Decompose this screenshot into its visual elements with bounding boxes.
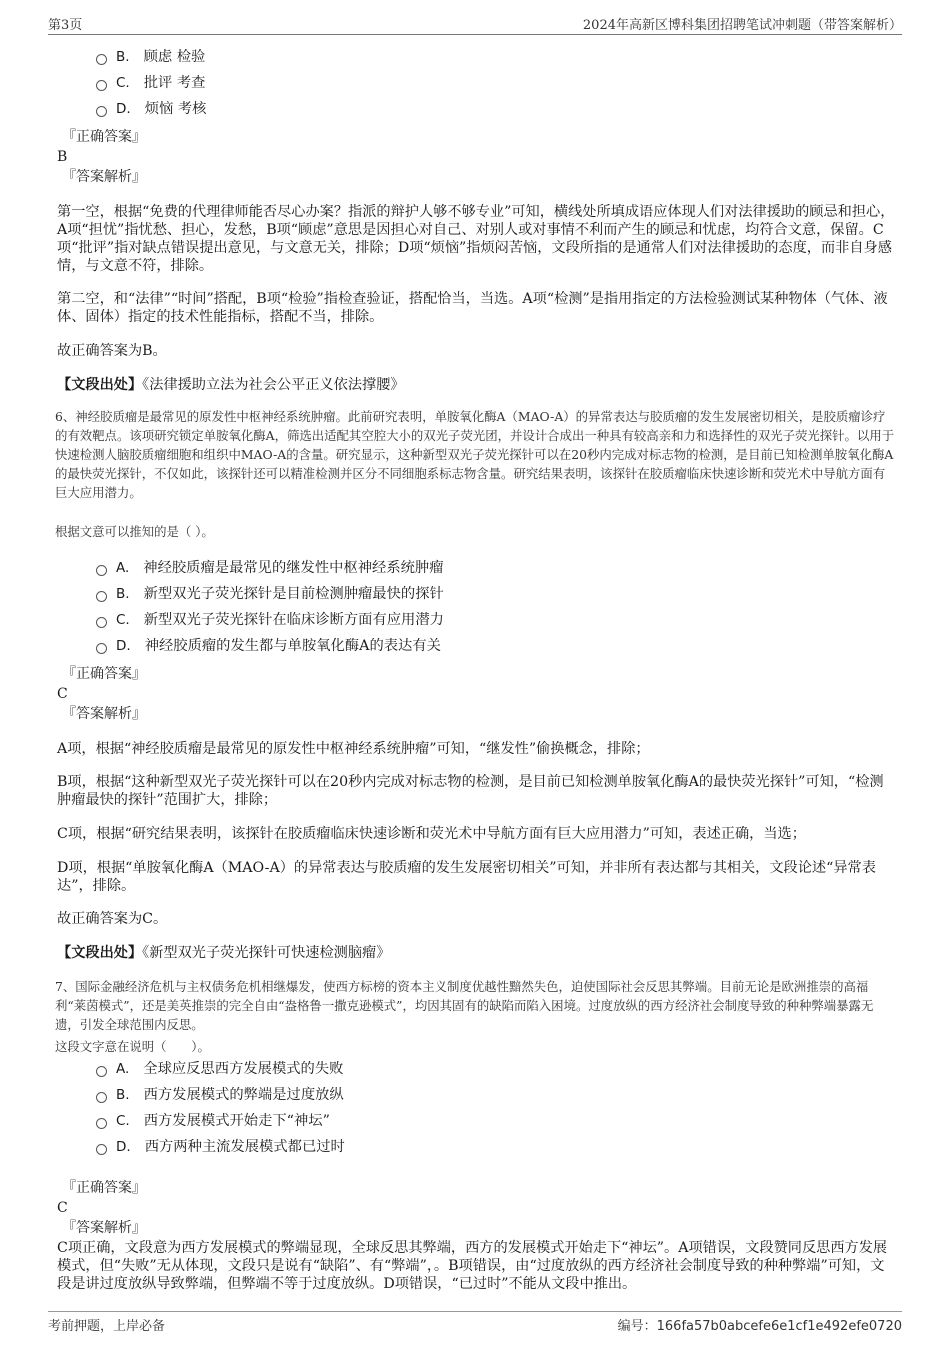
q6-source-tag: 【文段出处】	[57, 945, 143, 961]
q6-answer: C	[57, 686, 68, 702]
q6-analysis-d: D项，根据“单胺氧化酶A（MAO-A）的异常表达与胶质瘤的发生发展密切相关”可知，并非所有表达都与其相关，文段论述“异常表达”，排除。	[57, 860, 876, 894]
radio-icon[interactable]	[96, 80, 107, 91]
radio-icon[interactable]	[96, 106, 107, 117]
q5-option-d[interactable]: D. 烦恼 考核	[96, 100, 206, 118]
q7-answer-label: 『正确答案』	[62, 1180, 146, 1196]
q7-option-d[interactable]: D. 西方两种主流发展模式都已过时	[96, 1138, 345, 1156]
q6-option-a[interactable]: A. 神经胶质瘤是最常见的继发性中枢神经系统肿瘤	[96, 559, 444, 577]
document-title: 2024年高新区博科集团招聘笔试冲刺题（带答案解析）	[582, 18, 902, 33]
q6-option-d[interactable]: D. 神经胶质瘤的发生都与单胺氧化酶A的表达有关	[96, 637, 441, 655]
q6-analysis-label: 『答案解析』	[62, 706, 146, 722]
q6-analysis-b: B项，根据“这种新型双光子荧光探针可以在20秒内完成对标志物的检测，是目前已知检测单胺氧化酶A的最快荧光探针”可知，“检测肿瘤最快的探针”范围扩大，排除；	[57, 774, 884, 808]
footer-slogan: 考前押题，上岸必备	[48, 1319, 166, 1334]
page-header	[48, 14, 902, 35]
q5-analysis-para2: 第二空，和“法律”“时间”搭配，B项“检验”指检查验证，搭配恰当，当选。A项“检测”是指用指定的方法检验测试某种物体（气体、液体、固体）指定的技术性能指标，搭配不当，排除。	[57, 291, 888, 325]
q6-source: 《新型双光子荧光探针可快速检测脑瘤》	[142, 945, 391, 961]
q6-analysis-c: C项，根据“研究结果表明，该探针在胶质瘤临床快速诊断和荧光术中导航方面有巨大应用潜力”可知，表述正确，当选；	[57, 826, 806, 842]
q5-answer-label: 『正确答案』	[62, 129, 146, 145]
q7-answer: C	[57, 1200, 68, 1216]
radio-icon[interactable]	[96, 617, 107, 628]
radio-icon[interactable]	[96, 1144, 107, 1155]
q5-option-b[interactable]: B. 顾虑 检验	[96, 48, 205, 66]
q5-analysis-para1: 第一空，根据“免费的代理律师能否尽心办案？指派的辩护人够不够专业”可知，横线处所填成语应体现人们对法律援助的顾忌和担心，A项“担忧”指忧愁、担心，发愁，B项“顾虑”意思是因担心对自己、对别人或对事情不利而产生的顾忌和忧虑，均符合文意，保留。C项“批评”指对缺点错误提出意见，与文意无关，排除；D项“烦恼”指烦闷苦恼，文段所指的是通常人们对法律援助的态度，而非自身感情，与文意不符，排除。	[57, 204, 895, 274]
radio-icon[interactable]	[96, 54, 107, 65]
radio-icon[interactable]	[96, 1092, 107, 1103]
q5-conclusion: 故正确答案为B。	[57, 343, 167, 359]
q6-stem: 6、神经胶质瘤是最常见的原发性中枢神经系统肿瘤。此前研究表明，单胺氧化酶A（MAO-A）的异常表达与胶质瘤的发生发展密切相关，是胶质瘤诊疗的有效靶点。该项研究锁定单胺氧化酶A，筛选出适配其空腔大小的双光子荧光团，并设计合成出一种具有较高亲和力和选择性的双光子荧光探针。以用于快速检测人脑胶质瘤细胞和组织中MAO-A的含量。研究显示，这种新型双光子荧光探针可以在20秒内完成对标志物的检测，是目前已知检测单胺氧化酶A的最快荧光探针，不仅如此，该探针还可以精准检测并区分不同细胞系标志物含量。研究结果表明，该探针在胶质瘤临床快速诊断和荧光术中导航方面有巨大应用潜力。	[55, 409, 895, 500]
q6-answer-label: 『正确答案』	[62, 666, 146, 682]
q6-conclusion: 故正确答案为C。	[57, 911, 168, 927]
q7-option-c[interactable]: C. 西方发展模式开始走下“神坛”	[96, 1112, 330, 1130]
q7-option-b[interactable]: B. 西方发展模式的弊端是过度放纵	[96, 1086, 344, 1104]
q5-source: 《法律援助立法为社会公平正义依法撑腰》	[142, 377, 405, 393]
page-footer	[48, 1311, 902, 1335]
radio-icon[interactable]	[96, 643, 107, 654]
q5-answer: B	[57, 149, 68, 165]
radio-icon[interactable]	[96, 591, 107, 602]
q6-option-b[interactable]: B. 新型双光子荧光探针是目前检测肿瘤最快的探针	[96, 585, 444, 603]
q6-analysis-a: A项，根据“神经胶质瘤是最常见的原发性中枢神经系统肿瘤”可知，“继发性”偷换概念，排除；	[57, 741, 650, 757]
radio-icon[interactable]	[96, 565, 107, 576]
q7-analysis: C项正确，文段意为西方发展模式的弊端显现，全球反思其弊端，西方的发展模式开始走下“神坛”。A项错误，文段赞同反思西方发展模式，但“失败”无从体现，文段只是说有“缺陷”、有“弊端”，。B项错误，由“过度放纵的西方经济社会制度导致的种种弊端”可知，文段是讲过度放纵导致弊端，但弊端不等于过度放纵。D项错误，“已过时”不能从文段中推出。	[57, 1240, 888, 1292]
q6-option-c[interactable]: C. 新型双光子荧光探针在临床诊断方面有应用潜力	[96, 611, 444, 629]
q6-question: 根据文意可以推知的是（ ）。	[55, 524, 214, 539]
q5-source-tag: 【文段出处】	[57, 377, 143, 393]
page-number: 第3页	[48, 18, 83, 33]
q7-question: 这段文字意在说明（ ）。	[55, 1039, 210, 1054]
footer-code: 编号：166fa57b0abcefe6e1cf1e492efe0720	[617, 1319, 902, 1334]
radio-icon[interactable]	[96, 1066, 107, 1077]
q5-option-c[interactable]: C. 批评 考查	[96, 74, 205, 92]
q7-option-a[interactable]: A. 全球应反思西方发展模式的失败	[96, 1060, 343, 1078]
radio-icon[interactable]	[96, 1118, 107, 1129]
q5-analysis-label: 『答案解析』	[62, 169, 146, 185]
q7-analysis-label: 『答案解析』	[62, 1220, 146, 1236]
q7-stem: 7、国际金融经济危机与主权债务危机相继爆发，使西方标榜的资本主义制度优越性黯然失色，迫使国际社会反思其弊端。目前无论是欧洲推崇的高福利“莱茵模式”，还是美英推崇的完全自由“盎格鲁一撒克逊模式”，均因其固有的缺陷而陷入困境。过度放纵的西方经济社会制度导致的种种弊端暴露无遗，引发全球范围内反思。	[55, 979, 874, 1032]
